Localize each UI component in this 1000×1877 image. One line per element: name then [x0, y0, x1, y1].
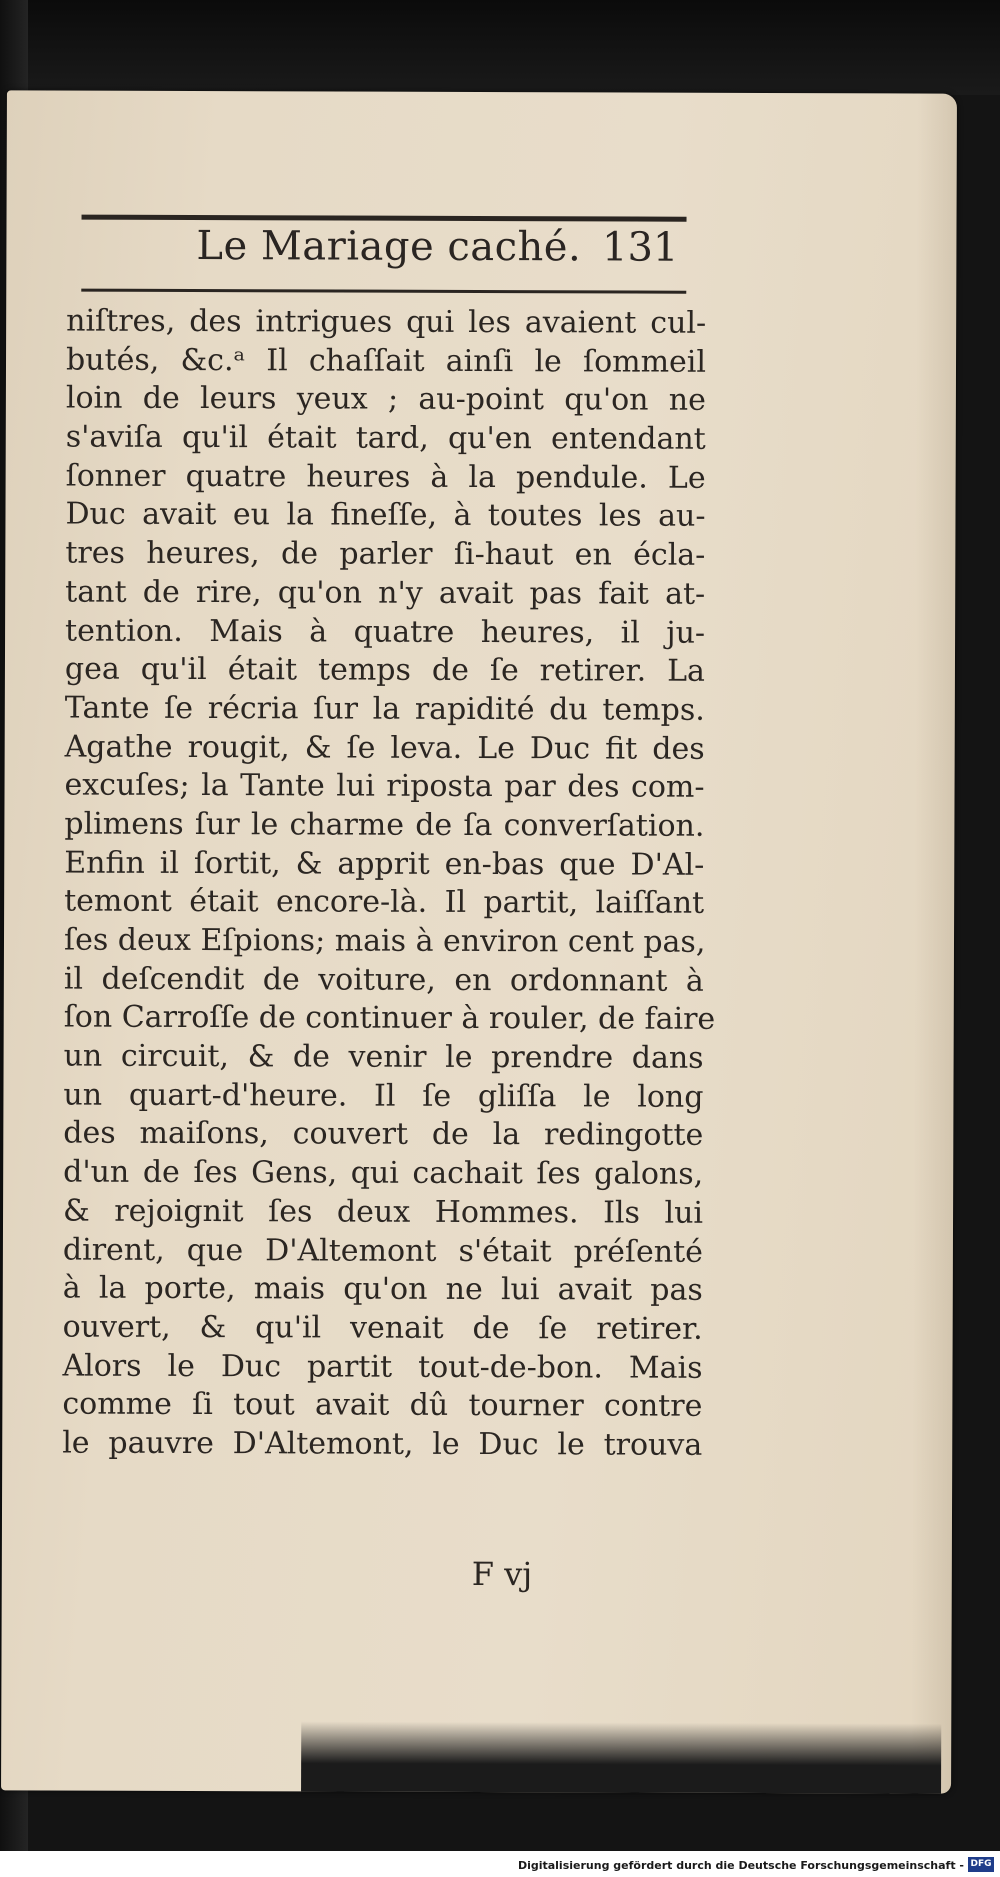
text-line: tant de rire, qu'on n'y avait pas fait at- — [65, 574, 706, 612]
text-line: excuſes; la Tante lui riposta par des com- — [64, 767, 705, 806]
scan-background-top — [0, 0, 1000, 95]
running-head — [81, 219, 686, 291]
text-line: temont était encore-là. Il partit, laiſſant — [64, 883, 705, 922]
digitization-footer — [0, 1851, 1000, 1877]
text-line: un circuit, & de venir le prendre dans — [63, 1038, 704, 1076]
dfg-logo-icon: DFG — [968, 1857, 994, 1872]
text-line: Agathe rougit, & ſe leva. Le Duc fit des — [64, 729, 705, 767]
running-title: Le Mariage caché. — [196, 223, 582, 271]
text-line: Tante ſe récria ſur la rapidité du temps. — [64, 690, 705, 728]
text-line: d'un de ſes Gens, qui cachait ſes galons, — [63, 1154, 704, 1192]
text-line: niſtres, des intrigues qui les avaient cul- — [66, 303, 707, 341]
page-bottom-shadow — [301, 1721, 941, 1793]
text-line: à la porte, mais qu'on ne lui avait pas — [62, 1270, 703, 1308]
text-line: le pauvre D'Altemont, le Duc le trouva — [62, 1425, 703, 1463]
funding-credit: Digitalisierung gefördert durch die Deutsche Forschungsgemeinschaft - — [517, 1859, 964, 1872]
text-line: ſonner quatre heures à la pendule. Le — [65, 458, 706, 496]
text-line: loin de leurs yeux ; au-point qu'on ne — [65, 380, 706, 419]
text-line: Duc avait eu la fineſſe, à toutes les au- — [65, 496, 706, 535]
text-line: tres heures, de parler ſi-haut en écla- — [65, 535, 706, 573]
page-edge-shadow — [911, 94, 957, 1794]
page-number: 131 — [601, 224, 679, 271]
text-line: Alors le Duc partit tout-de-bon. Mais — [62, 1348, 703, 1386]
text-line: dirent, que D'Altemont s'était préſenté — [62, 1232, 703, 1270]
book-page — [1, 90, 957, 1793]
text-line: ouvert, & qu'il venait de ſe retirer. — [62, 1309, 703, 1347]
text-line: ſon Carroſſe de continuer à rouler, de faire — [63, 999, 716, 1038]
text-line: il deſcendit de voiture, en ordonnant à — [63, 961, 704, 999]
text-line: butés, &c.ᵃ Il chaſſait ainſi le ſommeil — [65, 342, 707, 380]
text-line: des maiſons, couvert de la redingotte — [63, 1115, 704, 1154]
text-line: plimens ſur le charme de ſa converſation. — [64, 806, 705, 844]
text-line: comme ſi tout avait dû tourner contre — [62, 1386, 703, 1425]
text-line: s'aviſa qu'il était tard, qu'en entendant — [65, 419, 706, 457]
text-line: Enfin il ſortit, & apprit en-bas que D'Al- — [64, 845, 705, 883]
text-line: un quart-d'heure. Il ſe gliſſa le long — [63, 1077, 704, 1115]
body-text — [62, 303, 716, 1466]
text-line: ſes deux Eſpions; mais à environ cent pas, — [63, 922, 706, 960]
text-line: & rejoignit ſes deux Hommes. Ils lui — [62, 1193, 704, 1231]
signature-mark: F vj — [471, 1554, 533, 1594]
text-line: gea qu'il était temps de ſe retirer. La — [64, 651, 706, 689]
text-line: tention. Mais à quatre heures, il ju- — [65, 613, 706, 651]
